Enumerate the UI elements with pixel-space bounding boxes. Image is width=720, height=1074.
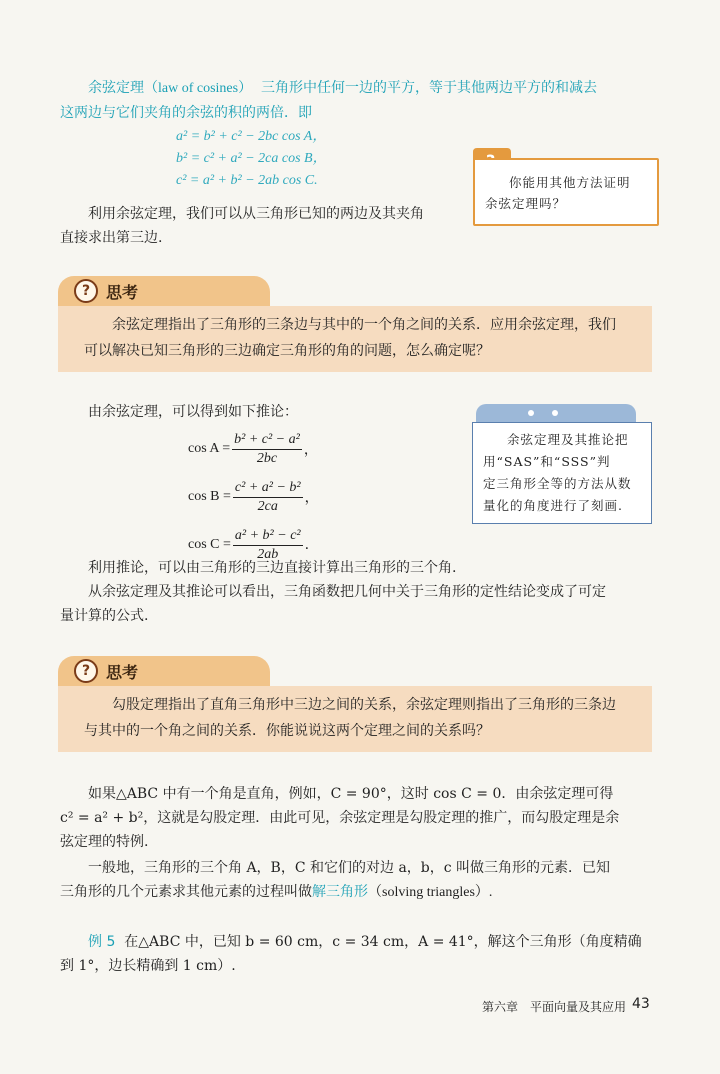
think-box-2-header — [58, 656, 270, 686]
think-box-1 — [58, 276, 652, 372]
law-formulas — [176, 126, 327, 192]
think-box-1-header — [58, 276, 270, 306]
note-dot-icon — [552, 410, 558, 416]
paragraph-4: 如果△ABC 中有一个角是直角，例如，C = 90°，这时 cos C = 0．由余弦定理可得 c² = a² + b²，这就是勾股定理．由此可见，余弦定理是勾股定理的推广，而勾股定理是余 弦定理的特例. — [60, 786, 620, 850]
think-box-1-body: 余弦定理指出了三角形的三条边与其中的一个角之间的关系．应用余弦定理，我们可以解决已知三角形的三边确定三角形的角的问题，怎么确定呢？ — [58, 306, 652, 372]
law-name: 余弦定理 — [88, 80, 144, 96]
paragraph-1: 利用余弦定理，我们可以从三角形已知的两边及其夹角 直接求出第三边. — [60, 206, 424, 246]
paragraph-3-line2: 量计算的公式. — [60, 608, 149, 624]
question-mark-icon: ? — [74, 279, 98, 303]
footer-chapter: 第六章 平面向量及其应用 — [482, 1000, 627, 1014]
law-statement-line2: 这两边与它们夹角的余弦的积的两倍．即 — [60, 105, 312, 121]
corollary-cosA: cos A = $\frac{\text{b² + c² − a²}}{2bc}$ ， — [188, 431, 318, 466]
paragraph-2-3 — [60, 556, 660, 628]
law-english: （law of cosines） — [144, 81, 253, 96]
think-box-2-body: 勾股定理指出了直角三角形中三边之间的关系，余弦定理则指出了三角形的三条边与其中的一个角之间的关系．你能说说这两个定理之间的关系吗？ — [58, 686, 652, 752]
think-box-2 — [58, 656, 652, 752]
question-note — [473, 146, 663, 230]
corollary-cosB: cos B = $\frac{\text{c² + a² − b²}}{2ca}$ ， — [188, 479, 319, 514]
corollary-intro: 由余弦定理，可以得到如下推论： — [88, 404, 298, 420]
paragraph-2: 利用推论，可以由三角形的三边直接计算出三角形的三个角. — [88, 560, 457, 576]
note-dot-icon — [528, 410, 534, 416]
law-statement-line1: 三角形中任何一边的平方，等于其他两边平方的和减去 — [261, 80, 597, 96]
law-formula-1: a² = b² + c² − 2bc cos A， — [176, 129, 327, 144]
page-number: 43 — [632, 996, 650, 1012]
question-mark-icon: ? — [74, 659, 98, 683]
example-label: 例 5 — [88, 934, 116, 950]
corollary-note — [472, 404, 652, 524]
paragraph-5: 一般地，三角形的三个角 A，B，C 和它们的对边 a，b，c 叫做三角形的元素．已知 三角形的几个元素求其他元素的过程叫做解三角形（solving triangles）. — [60, 860, 611, 900]
paragraph-3-line1: 从余弦定理及其推论可以看出，三角函数把几何中关于三角形的定性结论变成了可定 — [88, 584, 606, 600]
think-box-1-title: 思考 — [106, 282, 139, 302]
corollary-formulas — [188, 424, 319, 570]
corollary-cosC: cos C = $\frac{\text{a² + b² − c²}}{2ab}$ . — [188, 527, 310, 562]
law-statement — [60, 76, 660, 125]
corollary-note-box: 余弦定理及其推论把 用“SAS”和“SSS”判 定三角形全等的方法从数 量化的角度进行了刻画. — [472, 422, 652, 524]
law-formula-2: b² = c² + a² − 2ca cos B， — [176, 151, 327, 166]
question-note-line1: 你能用其他方法证明 — [509, 175, 631, 190]
note-tab — [476, 404, 636, 422]
law-formula-3: c² = a² + b² − 2ab cos C. — [176, 173, 318, 188]
question-note-line2: 余弦定理吗？ — [485, 196, 567, 211]
term-solving-triangles: 解三角形 — [312, 884, 368, 900]
think-box-2-title: 思考 — [106, 662, 139, 682]
example-5: 例 5 在△ABC 中，已知 b = 60 cm，c = 34 cm，A = 41°，解这个三角形（角度精确 到 1°，边长精确到 1 cm）. — [60, 934, 642, 974]
question-note-box — [473, 158, 659, 226]
